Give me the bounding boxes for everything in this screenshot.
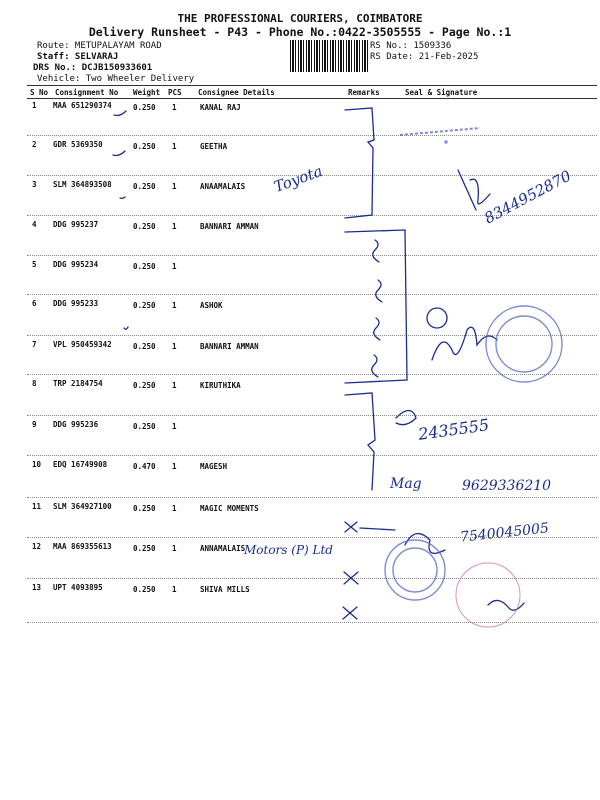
row-3-pcs: 1 xyxy=(172,182,177,191)
row-4-sno: 4 xyxy=(32,220,37,229)
row-2-sno: 2 xyxy=(32,140,37,149)
handwritten-phone-3: 9629336210 xyxy=(462,478,552,494)
row-8-pcs: 1 xyxy=(172,381,177,390)
row-9-sno: 9 xyxy=(32,420,37,429)
remark-mark xyxy=(374,318,380,340)
circled-letter xyxy=(427,308,447,328)
row-6-sno: 6 xyxy=(32,299,37,308)
row-10-sno: 10 xyxy=(32,460,42,469)
row-5-pcs: 1 xyxy=(172,262,177,271)
col-remarks: Remarks xyxy=(348,88,380,97)
pink-stamp xyxy=(456,563,520,627)
row-1-sno: 1 xyxy=(32,101,37,110)
row-4-pcs: 1 xyxy=(172,222,177,231)
runsheet-subtitle: Delivery Runsheet - P43 - Phone No.:0422-3505555 - Page No.:1 xyxy=(88,25,512,39)
row-9-weight: 0.250 xyxy=(133,422,156,431)
row-10-weight: 0.470 xyxy=(133,462,156,471)
tick-mark xyxy=(114,111,126,116)
row-3-sno: 3 xyxy=(32,180,37,189)
col-pcs: PCS xyxy=(168,88,182,97)
row-5-sno: 5 xyxy=(32,260,37,269)
handwritten-mag: Mag xyxy=(390,476,422,492)
row-4-weight: 0.250 xyxy=(133,222,156,231)
delivery-stamp xyxy=(385,540,445,600)
row-10-pcs: 1 xyxy=(172,462,177,471)
row-7-pcs: 1 xyxy=(172,342,177,351)
tick-mark xyxy=(124,327,128,329)
row-11-consignee: MAGIC MOMENTS xyxy=(200,504,259,513)
row-11-pcs: 1 xyxy=(172,504,177,513)
delivery-stamp-inner xyxy=(393,548,437,592)
handwritten-phone-4: 7540045005 xyxy=(459,520,550,546)
row-3-consignment: SLM 364893508 xyxy=(53,180,112,189)
row-11-sno: 11 xyxy=(32,502,42,511)
staff-label: Staff: SELVARAJ xyxy=(37,52,119,62)
remarks-bracket-3 xyxy=(345,393,375,490)
row-7-consignee: BANNARI AMMAN xyxy=(200,342,259,351)
row-7-sno: 7 xyxy=(32,340,37,349)
col-consignment: Consignment No xyxy=(55,88,119,97)
row-3-weight: 0.250 xyxy=(133,182,156,191)
tick-mark xyxy=(120,197,125,198)
arrow-line xyxy=(360,528,395,530)
row-13-consignment: UPT 4093895 xyxy=(53,583,103,592)
handwritten-motors: Motors (P) Ltd xyxy=(244,543,333,557)
col-weight: Weight xyxy=(133,88,161,97)
row-7-consignment: VPL 950459342 xyxy=(53,340,112,349)
signature-9 xyxy=(396,411,416,425)
row-2-consignee: GEETHA xyxy=(200,142,228,151)
rs-date: RS Date: 21-Feb-2025 xyxy=(370,52,479,62)
row-2-consignment: GDR 5369350 xyxy=(53,140,103,149)
handwritten-toyota: Toyota xyxy=(271,161,325,197)
remark-mark xyxy=(372,355,378,377)
row-6-consignment: DDG 995233 xyxy=(53,299,99,308)
route-label: Route: METUPALAYAM ROAD xyxy=(37,41,162,51)
row-10-consignee: MAGESH xyxy=(200,462,228,471)
row-6-consignee: ASHOK xyxy=(200,301,223,310)
tick-mark xyxy=(113,151,125,156)
row-3-consignee: ANAAMALAIS xyxy=(200,182,246,191)
row-4-consignment: DDG 995237 xyxy=(53,220,99,229)
row-11-weight: 0.250 xyxy=(133,504,156,513)
col-sno: S No xyxy=(30,88,49,97)
row-8-weight: 0.250 xyxy=(133,381,156,390)
remarks-bracket-1 xyxy=(345,108,374,218)
row-8-sno: 8 xyxy=(32,379,37,388)
remark-mark xyxy=(373,240,379,262)
row-12-weight: 0.250 xyxy=(133,544,156,553)
row-9-consignment: DDG 995236 xyxy=(53,420,99,429)
row-1-pcs: 1 xyxy=(172,103,177,112)
row-1-consignee: KANAL RAJ xyxy=(200,103,241,112)
cross-mark xyxy=(345,522,357,532)
row-13-sno: 13 xyxy=(32,583,42,592)
handwritten-phone-2: 2435555 xyxy=(417,415,491,444)
company-stamp-inner xyxy=(496,316,552,372)
row-12-sno: 12 xyxy=(32,542,42,551)
row-13-pcs: 1 xyxy=(172,585,177,594)
rs-number: RS No.: 1509336 xyxy=(370,41,452,51)
company-stamp xyxy=(486,306,562,382)
row-13-weight: 0.250 xyxy=(133,585,156,594)
row-12-pcs: 1 xyxy=(172,544,177,553)
row-10-consignment: EDQ 16749908 xyxy=(53,460,108,469)
col-consignee: Consignee Details xyxy=(198,88,275,97)
row-12-consignment: MAA 869355613 xyxy=(53,542,112,551)
row-8-consignment: TRP 2184754 xyxy=(53,379,103,388)
row-4-consignee: BANNARI AMMAN xyxy=(200,222,259,231)
row-9-pcs: 1 xyxy=(172,422,177,431)
handwritten-phone-1: 8344952870 xyxy=(481,166,575,228)
row-5-weight: 0.250 xyxy=(133,262,156,271)
row-8-consignee: KIRUTHIKA xyxy=(200,381,241,390)
row-5-consignment: DDG 995234 xyxy=(53,260,99,269)
row-12-consignee: ANNAMALAIS xyxy=(200,544,246,553)
row-6-pcs: 1 xyxy=(172,301,177,310)
col-seal-signature: Seal & Signature xyxy=(405,88,478,97)
row-2-pcs: 1 xyxy=(172,142,177,151)
row-1-weight: 0.250 xyxy=(133,103,156,112)
row-11-consignment: SLM 364927100 xyxy=(53,502,112,511)
row-7-weight: 0.250 xyxy=(133,342,156,351)
cross-mark xyxy=(344,572,358,584)
company-name: THE PROFESSIONAL COURIERS, COIMBATORE xyxy=(177,12,423,25)
seal-line xyxy=(400,128,480,135)
row-6-weight: 0.250 xyxy=(133,301,156,310)
vehicle-label: Vehicle: Two Wheeler Delivery xyxy=(37,74,195,84)
stamp-dot xyxy=(445,141,447,143)
remark-mark xyxy=(376,280,382,302)
remarks-bracket-2 xyxy=(345,230,407,383)
row-1-consignment: MAA 651290374 xyxy=(53,101,112,110)
row-13-consignee: SHIVA MILLS xyxy=(200,585,250,594)
signature-2 xyxy=(458,170,490,210)
drs-number: DRS No.: DCJB150933601 xyxy=(33,63,153,73)
row-2-weight: 0.250 xyxy=(133,142,156,151)
cross-mark xyxy=(343,607,357,619)
